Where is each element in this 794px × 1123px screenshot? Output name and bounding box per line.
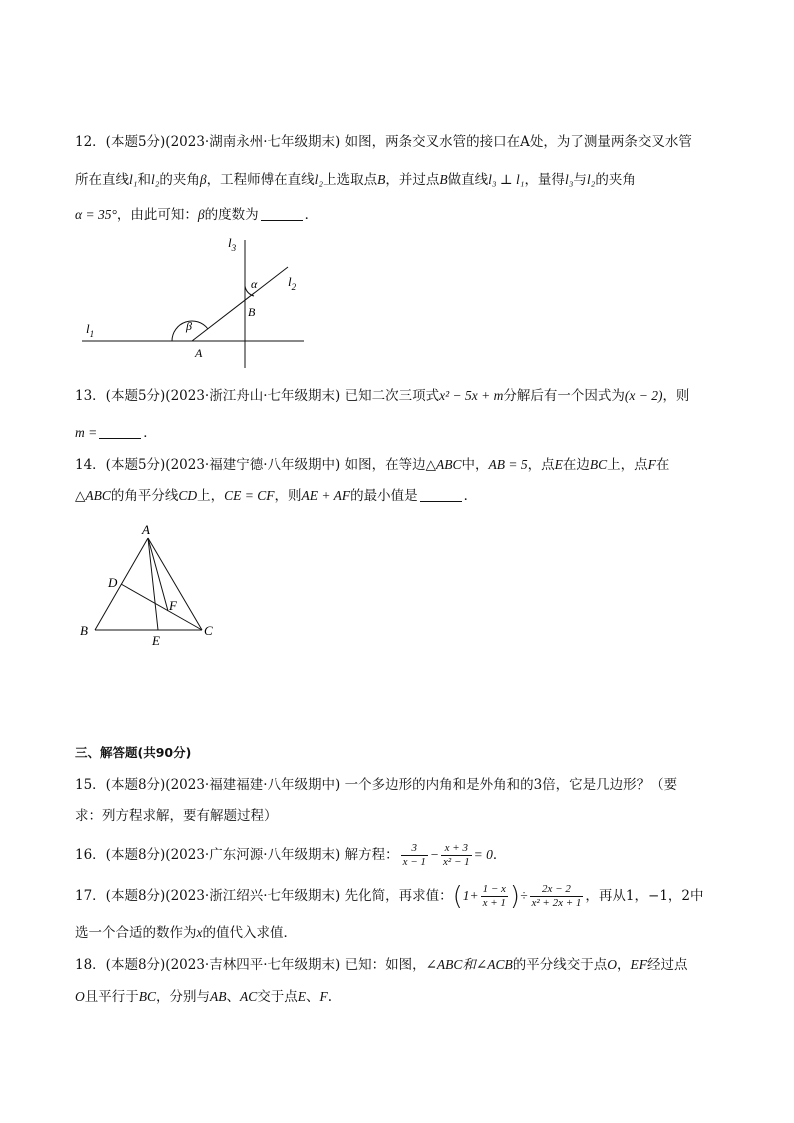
math-beta: β [199, 172, 207, 187]
q18-text: 交于点 [257, 989, 298, 1005]
q18-text: 且平行于 [84, 989, 139, 1005]
q18-text: 、 [226, 989, 241, 1005]
q14-text: 14．(本题5分)(2023·福建宁德·八年级期中) 如图，在等边 [75, 457, 426, 473]
q17-text: 17．(本题8分)(2023·浙江绍兴·七年级期末) 先化简，再求值： [75, 888, 453, 904]
q12-text: 12．(本题5分)(2023·湖南永州·七年级期末) 如图，两条交叉水管的接口在A处，为了测量两条交叉水管 [75, 134, 692, 150]
q14-text: 中， [461, 457, 489, 473]
math-m-eq: m = [75, 425, 98, 440]
denominator: x² − 1 [443, 856, 470, 868]
math-ef: EF [630, 957, 647, 972]
q18-line-1 [75, 955, 725, 975]
label-l2: $l_2$ [288, 274, 297, 292]
q14-text: 的最小值是 [350, 488, 418, 504]
math-point-b: B [377, 172, 386, 187]
q14-line-1 [75, 455, 725, 475]
q12-text: 与 [573, 172, 587, 188]
q13-text: ，则 [662, 388, 690, 404]
math-ac: AC [240, 989, 258, 1004]
answer-blank[interactable] [420, 487, 462, 502]
label-a: A [195, 346, 203, 360]
denominator: x − 1 [402, 856, 426, 868]
math-bc: BC [589, 457, 608, 472]
denominator: x + 1 [482, 897, 506, 909]
label-alpha: α [251, 277, 258, 291]
q14-text: 在 [655, 457, 670, 473]
math-alpha-eq: α = 35° [75, 207, 117, 222]
answer-blank[interactable] [99, 424, 141, 439]
fraction-1 [481, 883, 508, 910]
label-beta: β [186, 319, 192, 333]
math-o: O [607, 957, 617, 972]
math-poly: x² − 5x + m [439, 388, 504, 403]
math-one-plus: 1+ [462, 888, 479, 903]
math-eq: = 0 [473, 847, 493, 862]
label-b: B [80, 623, 88, 638]
label-f: F [169, 598, 177, 613]
fraction-2 [441, 842, 472, 869]
q12-text: ，由此可知： [116, 207, 198, 223]
math-l2: l₂ [314, 172, 324, 187]
math-f: F [647, 457, 656, 472]
math-ab: AB [210, 989, 227, 1004]
math-point-b: B [439, 172, 448, 187]
q12-text: 所在直线 [75, 172, 129, 188]
figure-q14 [0, 515, 794, 650]
q14-text: 上，点 [607, 457, 648, 473]
numerator: 1 − x [482, 883, 506, 895]
math-l2: l₂ [150, 172, 160, 187]
fraction-2 [530, 883, 584, 910]
q18-text: 经过点 [646, 957, 688, 973]
label-c: C [204, 623, 213, 638]
label-e: E [152, 633, 160, 648]
q17-text: 的值代入求值． [202, 925, 297, 941]
q18-text: . [327, 989, 333, 1005]
segment-af [148, 538, 168, 611]
segment-cd [121, 584, 202, 630]
q14-text: ． [463, 488, 478, 504]
q12-text: 的夹角 [159, 172, 200, 188]
math-x: x [196, 925, 203, 940]
q18-text: ， [616, 957, 631, 973]
q14-text: 在边 [562, 457, 590, 473]
math-e: E [554, 457, 563, 472]
math-angles: ∠ABC和∠ACB [425, 957, 513, 972]
q12-text: ，工程师傅在直线 [206, 172, 315, 188]
math-triangle: △ABC [75, 488, 111, 503]
denominator: x² + 2x + 1 [531, 897, 582, 909]
q13-text: ． [143, 425, 157, 441]
right-paren: ) [509, 881, 521, 912]
q13-text: 13．(本题5分)(2023·浙江舟山·七年级期末) 已知二次三项式 [75, 388, 440, 404]
q14-text: 的角平分线 [110, 488, 179, 504]
math-e: E [297, 989, 307, 1004]
math-perp: l₃ ⊥ l₁ [488, 172, 525, 187]
label-l1: $l_1$ [86, 321, 95, 339]
q17-text: 选一个合适的数作为 [75, 925, 197, 941]
q13-line-2 [75, 423, 725, 443]
q12-text: 做直线 [447, 172, 489, 188]
q18-line-2 [75, 987, 725, 1007]
q13-line-1 [75, 386, 725, 406]
q12-text: 的夹角 [595, 172, 636, 188]
q13-text: 分解后有一个因式为 [503, 388, 625, 404]
q16-text: 16．(本题8分)(2023·广东河源·八年级期末) 解方程： [75, 847, 399, 863]
left-paren: ( [452, 881, 463, 912]
math-o: O [75, 989, 85, 1004]
label-d: D [108, 575, 118, 590]
math-f: F [319, 989, 328, 1004]
math-ce-cf: CE = CF [224, 488, 275, 503]
label-l3: $l_3$ [228, 235, 237, 253]
q12-text: 上选取点 [323, 172, 378, 188]
q12-text: 的度数为 [204, 207, 259, 223]
math-sum: AE + AF [301, 488, 351, 503]
q16-line [75, 838, 725, 872]
line-l2 [192, 267, 288, 341]
q12-text: ，并过点 [385, 172, 440, 188]
q17-line-2 [75, 923, 725, 943]
q18-text: ，分别与 [156, 989, 211, 1005]
math-bc: BC [138, 989, 157, 1004]
math-factor: (x − 2) [624, 388, 663, 403]
q14-line-2 [75, 486, 725, 506]
numerator: 2x − 2 [542, 883, 571, 895]
math-div: ÷ [520, 888, 528, 903]
label-b: B [248, 305, 256, 319]
numerator: x + 3 [444, 842, 468, 854]
q14-text: ，则 [274, 488, 302, 504]
section-title: 三、解答题(共90分) [75, 745, 192, 760]
q18-text: 的平分线交于点 [512, 957, 608, 973]
q14-text: 上， [197, 488, 225, 504]
q18-text: 18．(本题8分)(2023·吉林四平·七年级期末) 已知：如图， [75, 957, 426, 973]
figure-q12 [0, 0, 794, 380]
math-l1: l₁ [129, 172, 138, 187]
q12-text: ． [304, 207, 319, 223]
math-l2: l₂ [586, 172, 596, 187]
q18-text: 、 [306, 989, 320, 1005]
math-beta: β [197, 207, 205, 222]
q14-text: ，点 [527, 457, 555, 473]
label-a: A [142, 522, 150, 537]
q15-line-1: 15．(本题8分)(2023·福建福建·八年级期中) 一个多边形的内角和是外角和的3倍，它是几边形？（要 [75, 777, 678, 793]
q17-text: ，再从1，−1，2中 [585, 888, 704, 904]
q12-text: ，量得 [524, 172, 565, 188]
math-cd: CD [178, 488, 198, 503]
q17-line-1 [75, 878, 725, 915]
math-triangle: △ABC [425, 457, 462, 472]
fraction-1 [401, 842, 428, 869]
q16-text: ． [492, 847, 507, 863]
math-minus: − [429, 847, 440, 862]
numerator: 3 [411, 842, 417, 854]
math-l3: l₃ [564, 172, 574, 187]
math-ab: AB = 5 [488, 457, 528, 472]
q15-line-2: 求：列方程求解，要有解题过程） [75, 808, 278, 824]
q12-text: 和 [137, 172, 151, 188]
